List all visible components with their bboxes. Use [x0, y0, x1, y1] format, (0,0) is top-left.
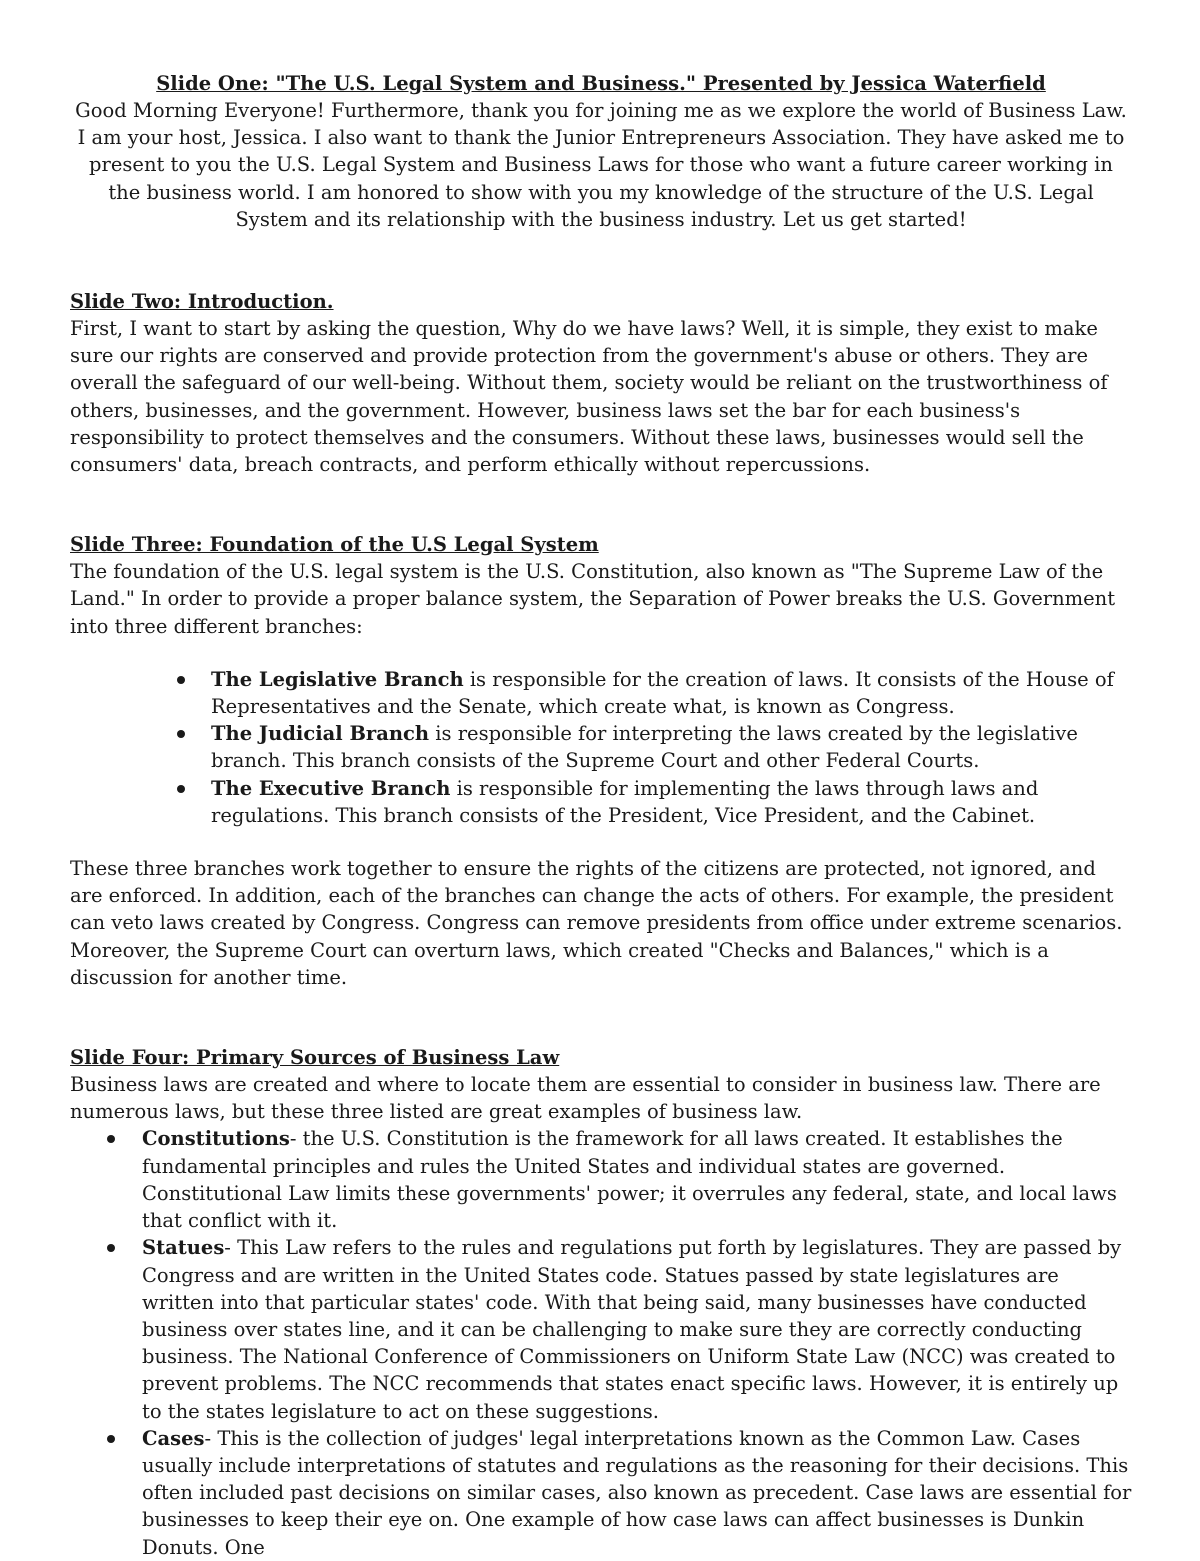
slide-one-heading: Slide One: "The U.S. Legal System and Business." Presented by Jessica Waterfield	[156, 72, 1046, 95]
slide-three-intro: The foundation of the U.S. legal system is the U.S. Constitution, also known as "The Supreme Law of the Land." In order to provide a proper balance system, the Separation of Power breaks the U.S. Government into three different branches:	[70, 560, 1116, 638]
list-item-executive	[211, 775, 1132, 829]
slide-three-heading: Slide Three: Foundation of the U.S Legal System	[70, 533, 599, 557]
slide-four-intro: Business laws are created and where to locate them are essential to consider in business law. There are numerous laws, but these three listed are great examples of business law.	[70, 1073, 1101, 1124]
slide-two-section	[70, 288, 1132, 478]
branch-text: is responsible for implementing the laws through laws and regulations. This branch consists of the President, Vice President, and the Cabinet.	[211, 776, 1039, 827]
slide-three-section	[70, 531, 1132, 991]
slide-one-section	[70, 70, 1132, 233]
branch-term: The Legislative Branch	[211, 667, 464, 691]
list-item-constitutions	[142, 1125, 1132, 1234]
slide-two-body: First, I want to start by asking the question, Why do we have laws? Well, it is simple, they exist to make sure our rights are conserved and provide protection from the government's abuse or others. They are overall the safeguard of our well-being. Without them, society would be reliant on the trustworthiness of others, businesses, and the government. However, business laws set the bar for each business's responsibility to protect themselves and the consumers. Without these laws, businesses would sell the consumers' data, breach contracts, and perform ethically without repercussions.	[70, 317, 1108, 477]
branch-text: is responsible for interpreting the laws created by the legislative branch. This branch consists of the Supreme Court and other Federal Courts.	[211, 722, 1078, 773]
slide-four-section	[70, 1044, 1132, 1561]
document-page	[70, 70, 1132, 1561]
source-text: - This Law refers to the rules and regulations put forth by legislatures. They are passed by Congress and are written in the United States code. Statues passed by state legislatures are written into that particular states' code. With that being said, many businesses have conducted business over states line, and it can be challenging to make sure they are correctly conducting business. The National Conference of Commissioners on Uniform State Law (NCC) was created to prevent problems. The NCC recommends that states enact specific laws. However, it is entirely up to the states legislature to act on these suggestions.	[142, 1236, 1122, 1423]
source-term: Cases	[142, 1426, 205, 1450]
source-term: Constitutions	[142, 1127, 290, 1151]
slide-four-heading: Slide Four: Primary Sources of Business Law	[70, 1046, 560, 1070]
list-item-statues	[142, 1234, 1132, 1424]
slide-three-outro: These three branches work together to ensure the rights of the citizens are protected, not ignored, and are enforced. In addition, each of the branches can change the acts of others. For example, the president can veto laws created by Congress. Congress can remove presidents from office under extreme scenarios. Moreover, the Supreme Court can overturn laws, which created "Checks and Balances," which is a discussion for another time.	[70, 857, 1123, 989]
list-item-judicial	[211, 720, 1132, 774]
branch-text: is responsible for the creation of laws. It consists of the House of Representatives and the Senate, which create what, is known as Congress.	[211, 667, 1114, 719]
branch-term: The Judicial Branch	[211, 722, 430, 746]
source-text: - This is the collection of judges' legal interpretations known as the Common Law. Cases usually include interpretations of statutes and regulations as the reasoning for their decisions. This often included past decisions on similar cases, also known as precedent. Case laws are essential for businesses to keep their eye on. One example of how case laws can affect businesses is Dunkin Donuts. One	[142, 1426, 1132, 1559]
slide-one-body: Good Morning Everyone! Furthermore, thank you for joining me as we explore the world of Business Law. I am your host, Jessica. I also want to thank the Junior Entrepreneurs Association. They have asked me to present to you the U.S. Legal System and Business Laws for those who want a future career working in the business world. I am honored to show with you my knowledge of the structure of the U.S. Legal System and its relationship with the business industry. Let us get started!	[75, 99, 1127, 231]
branches-list	[70, 666, 1132, 829]
source-text: - the U.S. Constitution is the framework for all laws created. It establishes the fundamental principles and rules the United States and individual states are governed. Constitutional Law limits these governments' power; it overrules any federal, state, and local laws that conflict with it.	[142, 1127, 1117, 1233]
branch-term: The Executive Branch	[211, 776, 451, 800]
sources-list	[70, 1125, 1132, 1560]
list-item-cases	[142, 1425, 1132, 1561]
list-item-legislative	[211, 666, 1132, 720]
source-term: Statues	[142, 1236, 225, 1260]
slide-two-heading: Slide Two: Introduction.	[70, 290, 334, 314]
